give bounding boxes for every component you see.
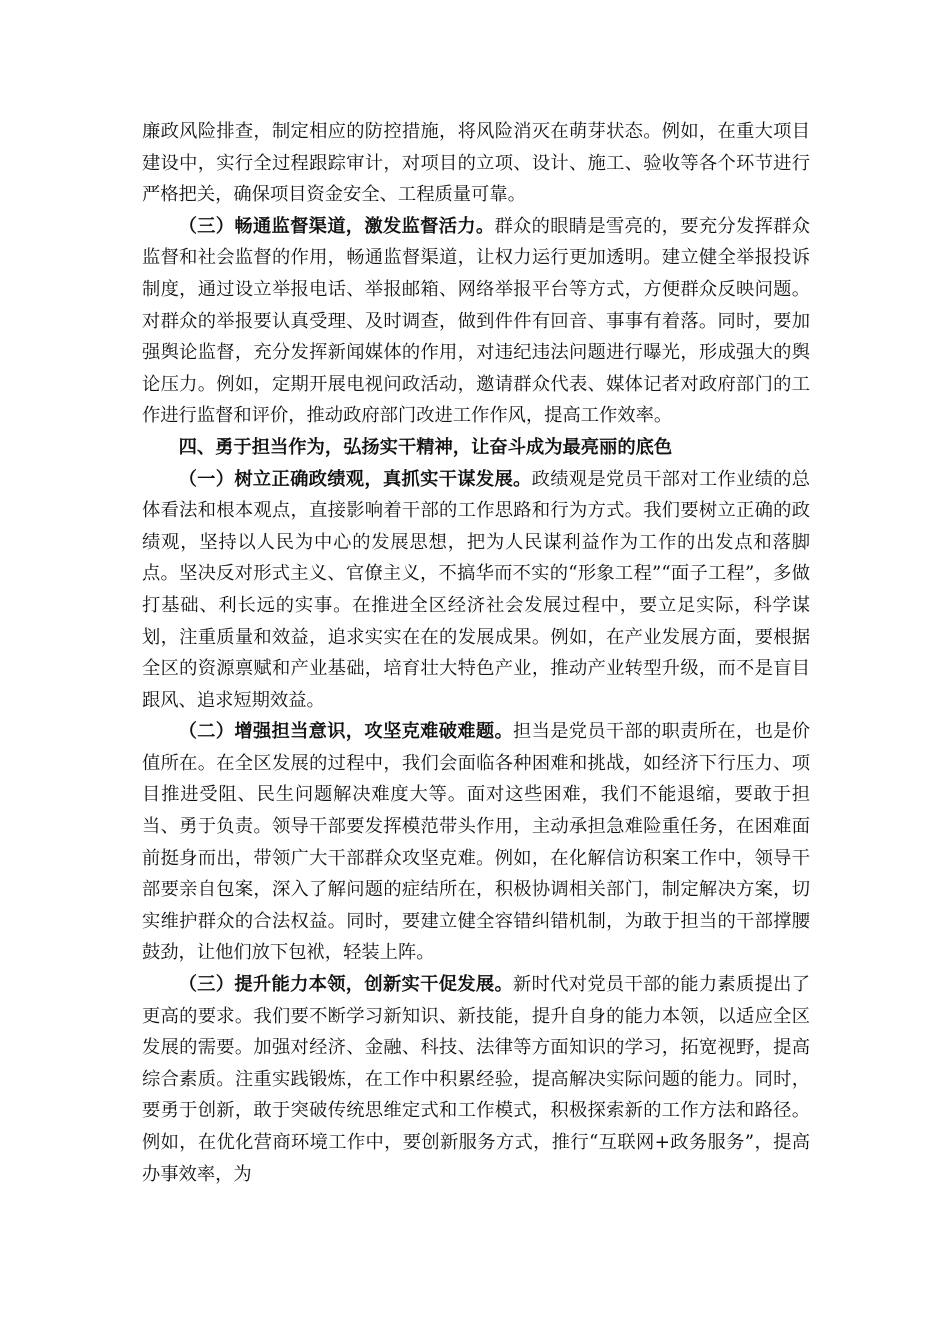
paragraph-capability <box>142 969 810 1190</box>
paragraph-text: 政绩观是党员干部对工作业绩的总体看法和根本观点，直接影响着干部的工作思路和行为方式。我们要树立正确的政绩观，坚持以人民为中心的发展思想，把为人民谋利益作为工作的出发点和落脚点。坚决反对形式主义、官僚主义，不搞华而不实的“形象工程”“面子工程”，多做打基础、利长远的实事。在推进全区经济社会发展过程中，要立足实际，科学谋划，注重质量和效益，追求实实在在的发展成果。例如，在产业发展方面，要根据全区的资源禀赋和产业基础，培育壮大特色产业，推动产业转型升级，而不是盲目跟风、追求短期效益。 <box>142 468 811 711</box>
document-page <box>142 116 810 1190</box>
paragraph-continuation <box>142 116 810 211</box>
paragraph-text: 担当是党员干部的职责所在，也是价值所在。在全区发展的过程中，我们会面临各种困难和挑战，如经济下行压力、项目推进受阻、民生问题解决难度大等。面对这些困难，我们不能退缩，要敢于担当、勇于负责。领导干部要发挥模范带头作用，主动承担急难险重任务，在困难面前挺身而出，带领广大干部群众攻坚克难。例如，在化解信访积案工作中，领导干部要亲自包案，深入了解问题的症结所在，积极协调相关部门，制定解决方案，切实维护群众的合法权益。同时，要建立健全容错纠错机制，为敢于担当的干部撑腰鼓劲，让他们放下包袱，轻装上阵。 <box>142 721 811 964</box>
paragraph-text: 廉政风险排查，制定相应的防控措施，将风险消灭在萌芽状态。例如，在重大项目建设中，实行全过程跟踪审计，对项目的立项、设计、施工、验收等各个环节进行严格把关，确保项目资金安全、工程质量可靠。 <box>142 121 810 206</box>
paragraph-text: 群众的眼睛是雪亮的，要充分发挥群众监督和社会监督的作用，畅通监督渠道，让权力运行更加透明。建立健全举报投诉制度，通过设立举报电话、举报邮箱、网络举报平台等方式，方便群众反映问题。对群众的举报要认真受理、及时调查，做到件件有回音、事事有着落。同时，要加强舆论监督，充分发挥新闻媒体的作用，对违纪违法问题进行曝光，形成强大的舆论压力。例如，定期开展电视问政活动，邀请群众代表、媒体记者对政府部门的工作进行监督和评价，推动政府部门改进工作作风，提高工作效率。 <box>142 215 811 427</box>
paragraph-lead: （三）提升能力本领，创新实干促发展。 <box>178 974 514 996</box>
section-heading: 四、勇于担当作为，弘扬实干精神，让奋斗成为最亮丽的底色 <box>178 436 673 458</box>
paragraph-lead: （一）树立正确政绩观，真抓实干谋发展。 <box>178 468 532 490</box>
paragraph-supervision-channels <box>142 211 810 432</box>
paragraph-performance-view <box>142 464 810 717</box>
paragraph-responsibility <box>142 716 810 969</box>
paragraph-text: 新时代对党员干部的能力素质提出了更高的要求。我们要不断学习新知识、新技能，提升自身的能力本领，以适应全区发展的需要。加强对经济、金融、科技、法律等方面知识的学习，拓宽视野，提高综合素质。注重实践锻炼，在工作中积累经验，提高解决实际问题的能力。同时，要勇于创新，敢于突破传统思维定式和工作模式，积极探索新的工作方法和路径。例如，在优化营商环境工作中，要创新服务方式，推行“互联网+政务服务”，提高办事效率，为 <box>142 974 811 1185</box>
paragraph-lead: （二）增强担当意识，攻坚克难破难题。 <box>178 721 514 743</box>
paragraph-lead: （三）畅通监督渠道，激发监督活力。 <box>178 215 495 237</box>
